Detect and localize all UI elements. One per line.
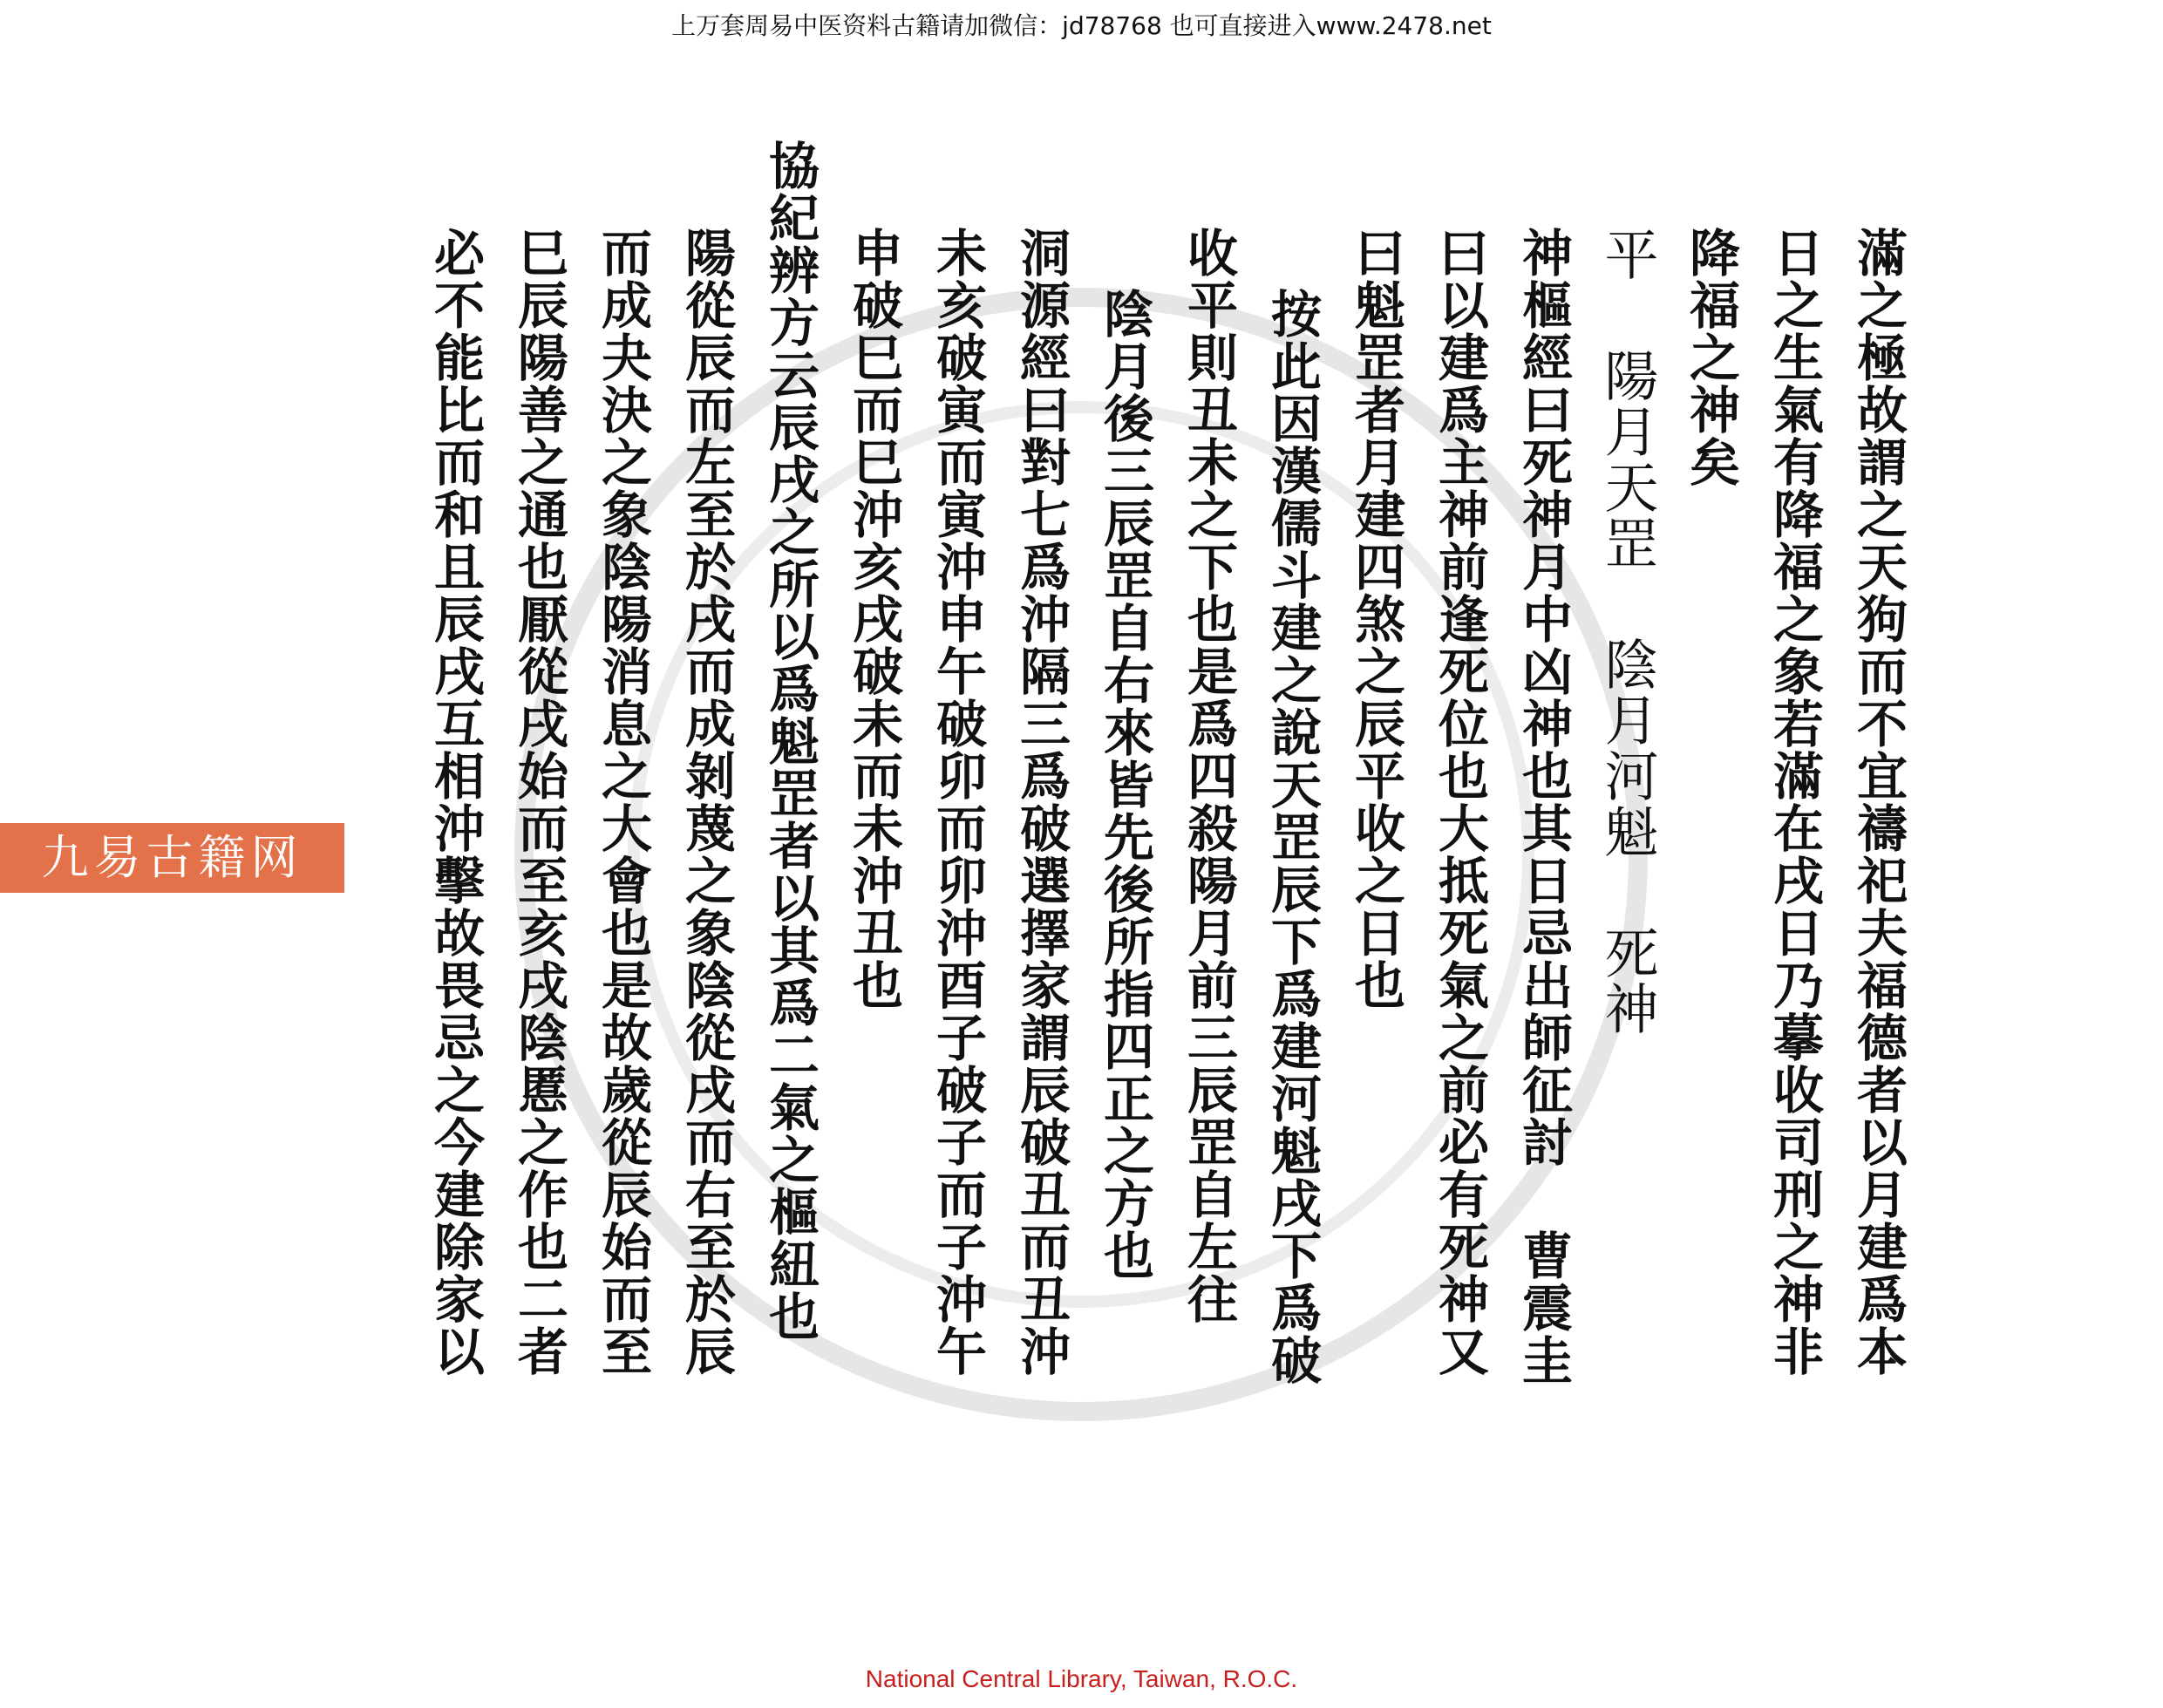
site-watermark: 九易古籍网 xyxy=(0,823,344,893)
text-column: 降福之神矣 xyxy=(1681,227,1740,488)
text-column: 協紀辨方云辰戌之所以爲魁罡者以其爲二氣之樞紐也 xyxy=(760,139,820,1343)
text-column: 陰月後三辰罡自右來皆先後所指四正之方也 xyxy=(1095,288,1154,1282)
text-columns xyxy=(415,139,1918,1569)
text-column: 曰魁罡者月建四煞之辰平收之日也 xyxy=(1346,227,1405,1011)
text-column: 未亥破寅而寅沖申午破卯而卯沖酉子破子而子沖午 xyxy=(928,227,987,1378)
text-column: 神樞經曰死神月中凶神也其日忌出師征討 曹震圭 xyxy=(1513,227,1573,1386)
text-column: 曰以建爲主神前逢死位也大抵死氣之前必有死神又 xyxy=(1430,227,1489,1378)
text-column: 日之生氣有降福之象若滿在戌日乃摹收司刑之神非 xyxy=(1765,227,1824,1378)
text-column: 陽從辰而左至於戌而成剝蔑之象陰從戌而右至於辰 xyxy=(677,227,736,1378)
section-heading-ping: 平 陽月天罡 陰月河魁 死神 xyxy=(1595,227,1659,1037)
text-column: 巳辰陽善之通也厭從戌始而至亥戌陰慝之作也二者 xyxy=(509,227,568,1378)
document-page xyxy=(296,139,1918,1569)
commentary-column: 按此因漢儒斗建之說天罡辰下爲建河魁戌下爲破 xyxy=(1262,288,1322,1386)
text-column: 必不能比而和且辰戌互相沖擊故畏忌之今建除家以 xyxy=(425,227,485,1378)
text-column: 而成夬決之象陰陽消息之大會也是故歲從辰始而至 xyxy=(593,227,652,1378)
text-column: 收平則丑未之下也是爲四殺陽月前三辰罡自左往 xyxy=(1179,227,1238,1325)
header-notice: 上万套周易中医资料古籍请加微信：jd78768 也可直接进入www.2478.net xyxy=(671,11,1492,40)
text-column: 洞源經曰對七爲沖隔三爲破選擇家謂辰破丑而丑沖 xyxy=(1011,227,1071,1378)
text-column: 滿之極故謂之天狗而不宜禱祀夫福德者以月建爲本 xyxy=(1848,227,1908,1378)
text-column: 申破巳而巳沖亥戌破未而未沖丑也 xyxy=(844,227,903,1011)
footer-source: National Central Library, Taiwan, R.O.C. xyxy=(865,1665,1298,1692)
